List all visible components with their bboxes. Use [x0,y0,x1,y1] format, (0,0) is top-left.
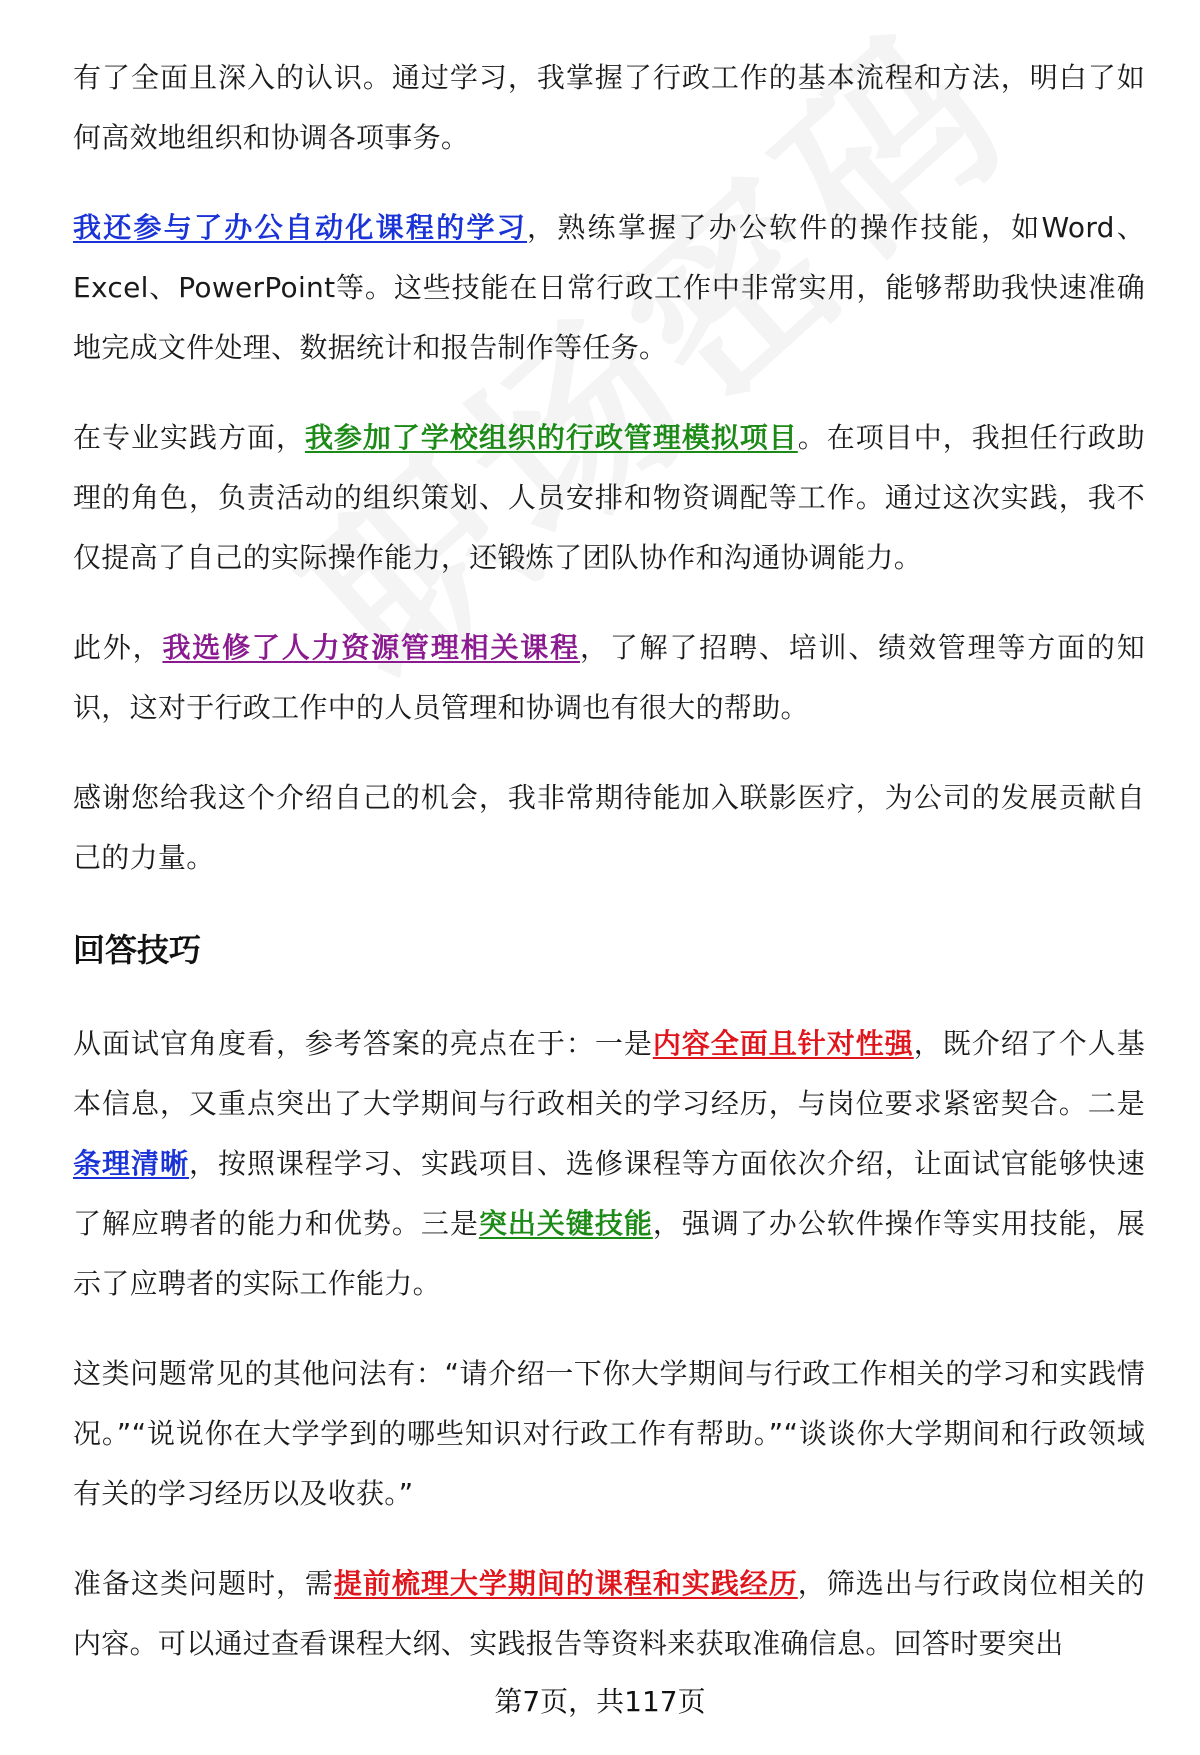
paragraph-preparation [73,1554,1145,1674]
paragraph-text: 此外， [73,631,163,664]
paragraph-practice-project [73,408,1145,588]
paragraph-text: 这类问题常见的其他问法有：“请介绍一下你大学期间与行政工作相关的学习和实践情况。”“说说你在大学学到的哪些知识对行政工作有帮助。”“谈谈你大学期间和行政领域有关的学习经历以及收获。” [73,1357,1145,1510]
paragraph-text: ，熟练掌握了办公软件的操作技能，如Word、Excel、PowerPoint等。这些技能在日常行政工作中非常实用，能够帮助我快速准确地完成文件处理、数据统计和报告制作等任务。 [73,211,1145,364]
paragraph-study-summary [73,48,1145,168]
highlight-comprehensive: 内容全面且针对性强 [652,1027,914,1060]
paragraph-alternative-questions [73,1344,1145,1524]
paragraph-hr-course [73,618,1145,738]
paragraph-text: 有了全面且深入的认识。通过学习，我掌握了行政工作的基本流程和方法，明白了如何高效地组织和协调各项事务。 [73,61,1145,154]
section-heading: 回答技巧 [73,931,202,969]
paragraph-text: ，按照课程学习、实践项目、选修课程等方面依次介绍，让面试官能够快速了解应聘者的能力和优势。三是 [73,1147,1145,1240]
paragraph-text: 感谢您给我这个介绍自己的机会，我非常期待能加入联影医疗，为公司的发展贡献自己的力量。 [73,781,1145,874]
paragraph-text: ，强调了办公软件操作等实用技能，展示了应聘者的实际工作能力。 [73,1207,1146,1300]
highlight-prepare-in-advance: 提前梳理大学期间的课程和实践经历 [333,1567,798,1600]
highlight-hr-course: 我选修了人力资源管理相关课程 [162,631,580,664]
document-body [73,48,1145,1704]
paragraph-text: 在专业实践方面， [73,421,305,454]
page-number: 第7页，共117页 [494,1685,706,1718]
paragraph-text: ，筛选出与行政岗位相关的内容。可以通过查看课程大纲、实践报告等资料来获取准确信息。回答时要突出 [73,1567,1145,1660]
highlight-key-skills: 突出关键技能 [478,1207,653,1240]
paragraph-text: ，既介绍了个人基本信息，又重点突出了大学期间与行政相关的学习经历，与岗位要求紧密契合。二是 [73,1027,1145,1120]
highlight-office-automation: 我还参与了办公自动化课程的学习 [73,211,528,244]
highlight-simulation-project: 我参加了学校组织的行政管理模拟项目 [304,421,798,454]
paragraph-text: 。在项目中，我担任行政助理的角色，负责活动的组织策划、人员安排和物资调配等工作。通过这次实践，我不仅提高了自己的实际操作能力，还锻炼了团队协作和沟通协调能力。 [73,421,1145,574]
paragraph-text: ，了解了招聘、培训、绩效管理等方面的知识，这对于行政工作中的人员管理和协调也有很大的帮助。 [73,631,1146,724]
paragraph-tips-highlights [73,1014,1145,1314]
highlight-clear-structure: 条理清晰 [73,1147,189,1180]
paragraph-text: 准备这类问题时，需 [73,1567,334,1600]
paragraph-text: 从面试官角度看，参考答案的亮点在于：一是 [73,1027,653,1060]
paragraph-office-automation [73,198,1145,378]
paragraph-closing [73,768,1145,888]
